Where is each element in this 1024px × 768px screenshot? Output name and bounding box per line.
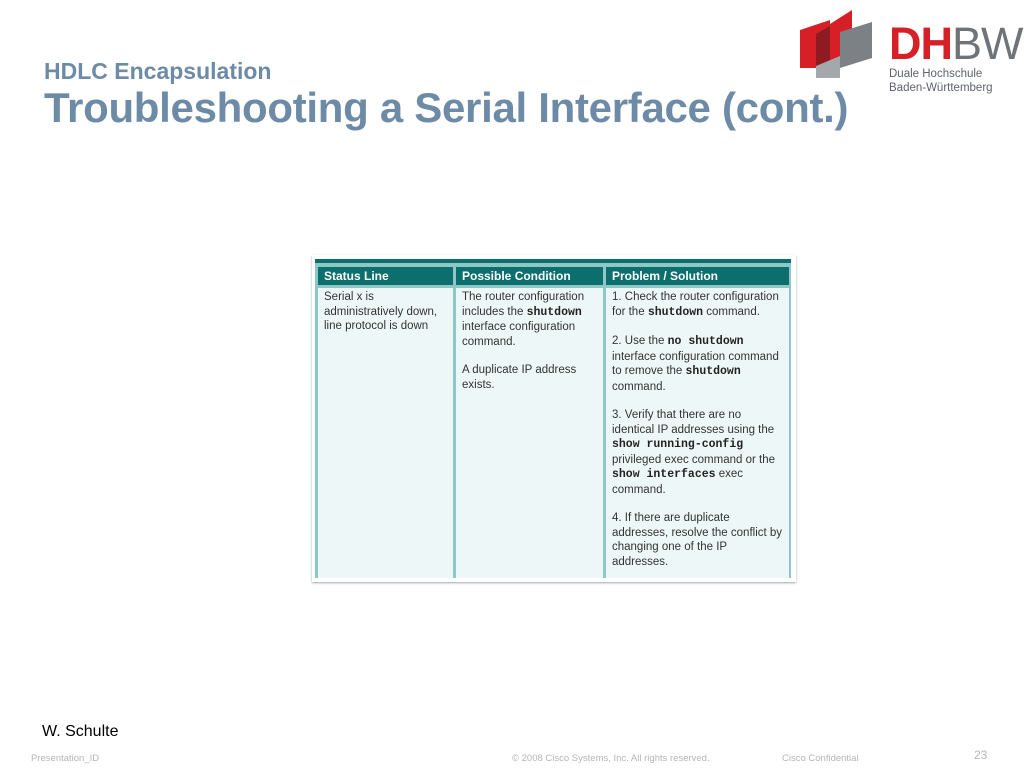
solution-step-1: 1. Check the router configuration for the shutdown command. [612,291,779,319]
footer-copyright: © 2008 Cisco Systems, Inc. All rights reserved. [512,753,710,764]
code-show-running-config: show running-config [612,438,744,451]
dhbw-wordmark: DHBW [889,18,1023,69]
status-text: Serial x is administratively down, line protocol is down [324,291,438,332]
solution-step-4: 4. If there are duplicate addresses, resolve the conflict by changing one of the IP addresses. [612,512,783,568]
dhbw-logo-mark-icon [796,6,886,86]
header-problem-solution: Problem / Solution [606,267,789,285]
cell-possible-condition [456,288,603,578]
page-number: 23 [974,748,988,762]
code-shutdown: shutdown [685,365,741,378]
slide-title: Troubleshooting a Serial Interface (cont.) [44,84,849,131]
dhbw-logo-line1: Duale Hochschule [889,68,983,80]
table-top-bar [315,259,791,263]
footer-confidential: Cisco Confidential [782,753,859,764]
author-name: W. Schulte [42,723,119,740]
slide-subtitle: HDLC Encapsulation [44,58,272,84]
footer-presentation-id: Presentation_ID [31,753,100,764]
solution-step-3: 3. Verify that there are no identical IP addresses using the show running-config privileged exec command or the show interfaces exec command. [612,409,775,496]
condition-shutdown: The router configuration includes the shutdown interface configuration command. [462,291,585,348]
dhbw-logo [796,6,1023,98]
header-status-line: Status Line [318,267,453,285]
code-show-interfaces: show interfaces [612,468,716,481]
code-no-shutdown: no shutdown [667,335,744,348]
code-shutdown: shutdown [526,305,582,319]
cell-problem-solution [606,288,789,578]
solution-step-2: 2. Use the no shutdown interface configuration command to remove the shutdown command. [612,335,779,393]
condition-duplicate-ip: A duplicate IP address exists. [462,364,577,391]
cell-status-line [318,288,453,578]
header-possible-condition: Possible Condition [456,267,603,285]
dhbw-logo-caption [889,67,993,95]
troubleshooting-table [312,255,796,582]
code-shutdown: shutdown [647,305,704,319]
table-body [315,259,791,578]
dhbw-logo-line2: Baden-Württemberg [889,82,993,94]
